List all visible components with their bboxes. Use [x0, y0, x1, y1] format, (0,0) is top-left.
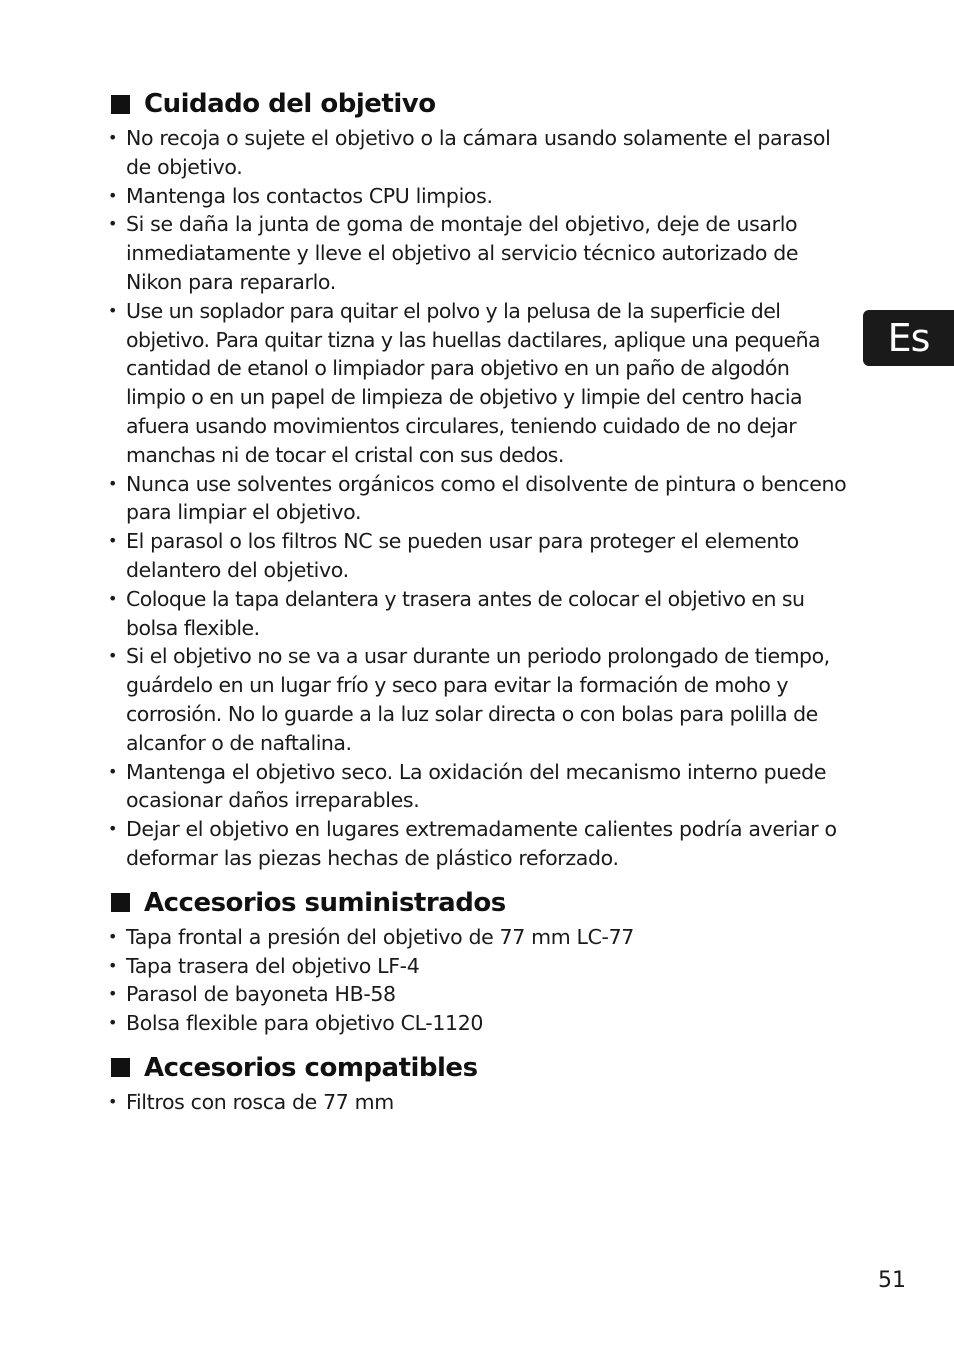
page-number: 51 [878, 1268, 906, 1293]
list-item: • Si se daña la junta de goma de montaje del objetivo, deje de usarlo inmediatamente y lleve el objetivo al servicio técnico autorizado de Nikon para repararlo. [108, 210, 848, 296]
list-item: • No recoja o sujete el objetivo o la cámara usando solamente el parasol de objetivo. [108, 124, 848, 182]
bullet-list [108, 923, 848, 1038]
list-item: • Filtros con rosca de 77 mm [108, 1088, 848, 1117]
list-item: • Mantenga el objetivo seco. La oxidación del mecanismo interno puede ocasionar daños irreparables. [108, 758, 848, 816]
list-item: • Parasol de bayoneta HB-58 [108, 980, 848, 1009]
list-item: • El parasol o los filtros NC se pueden usar para proteger el elemento delantero del objetivo. [108, 527, 848, 585]
section-heading [108, 883, 848, 923]
language-tab [863, 310, 954, 366]
list-item: • Dejar el objetivo en lugares extremadamente calientes podría averiar o deformar las piezas hechas de plástico reforzado. [108, 815, 848, 873]
bullet-list [108, 124, 848, 873]
list-item: • Nunca use solventes orgánicos como el disolvente de pintura o benceno para limpiar el objetivo. [108, 470, 848, 528]
section-title: Cuidado del objetivo [144, 89, 436, 119]
section-title: Accesorios compatibles [144, 1052, 478, 1083]
list-item: • Bolsa flexible para objetivo CL-1120 [108, 1009, 848, 1038]
section-accesorios-compatibles [108, 1048, 848, 1117]
list-item: • Tapa frontal a presión del objetivo de 77 mm LC-77 [108, 923, 848, 952]
list-item: • Tapa trasera del objetivo LF-4 [108, 952, 848, 981]
square-bullet-icon [111, 1058, 130, 1077]
square-bullet-icon [111, 893, 130, 912]
list-item: • Use un soplador para quitar el polvo y la pelusa de la superficie del objetivo. Para quitar tizna y las huellas dactilares, aplique una pequeña cantidad de etanol o limpiador para objetivo en un paño de algodón limpio o en un papel de limpieza de objetivo y limpie del centro hacia afuera usando movimientos circulares, teniendo cuidado de no dejar manchas ni de tocar el cristal con sus dedos. [108, 297, 848, 470]
page-content [108, 84, 848, 1117]
list-item: • Mantenga los contactos CPU limpios. [108, 182, 848, 211]
list-item: • Si el objetivo no se va a usar durante un periodo prolongado de tiempo, guárdelo en un lugar frío y seco para evitar la formación de moho y corrosión. No lo guarde a la luz solar directa o con bolas para polilla de alcanfor o de naftalina. [108, 642, 848, 757]
section-title: Accesorios suministrados [144, 887, 506, 918]
bullet-list [108, 1088, 848, 1117]
section-accesorios-suministrados [108, 883, 848, 1038]
section-heading [108, 84, 848, 124]
language-tab-label: Es [887, 316, 930, 360]
list-item: • Coloque la tapa delantera y trasera antes de colocar el objetivo en su bolsa flexible. [108, 585, 848, 643]
section-heading [108, 1048, 848, 1088]
square-bullet-icon [111, 95, 130, 114]
section-cuidado-del-objetivo [108, 84, 848, 873]
